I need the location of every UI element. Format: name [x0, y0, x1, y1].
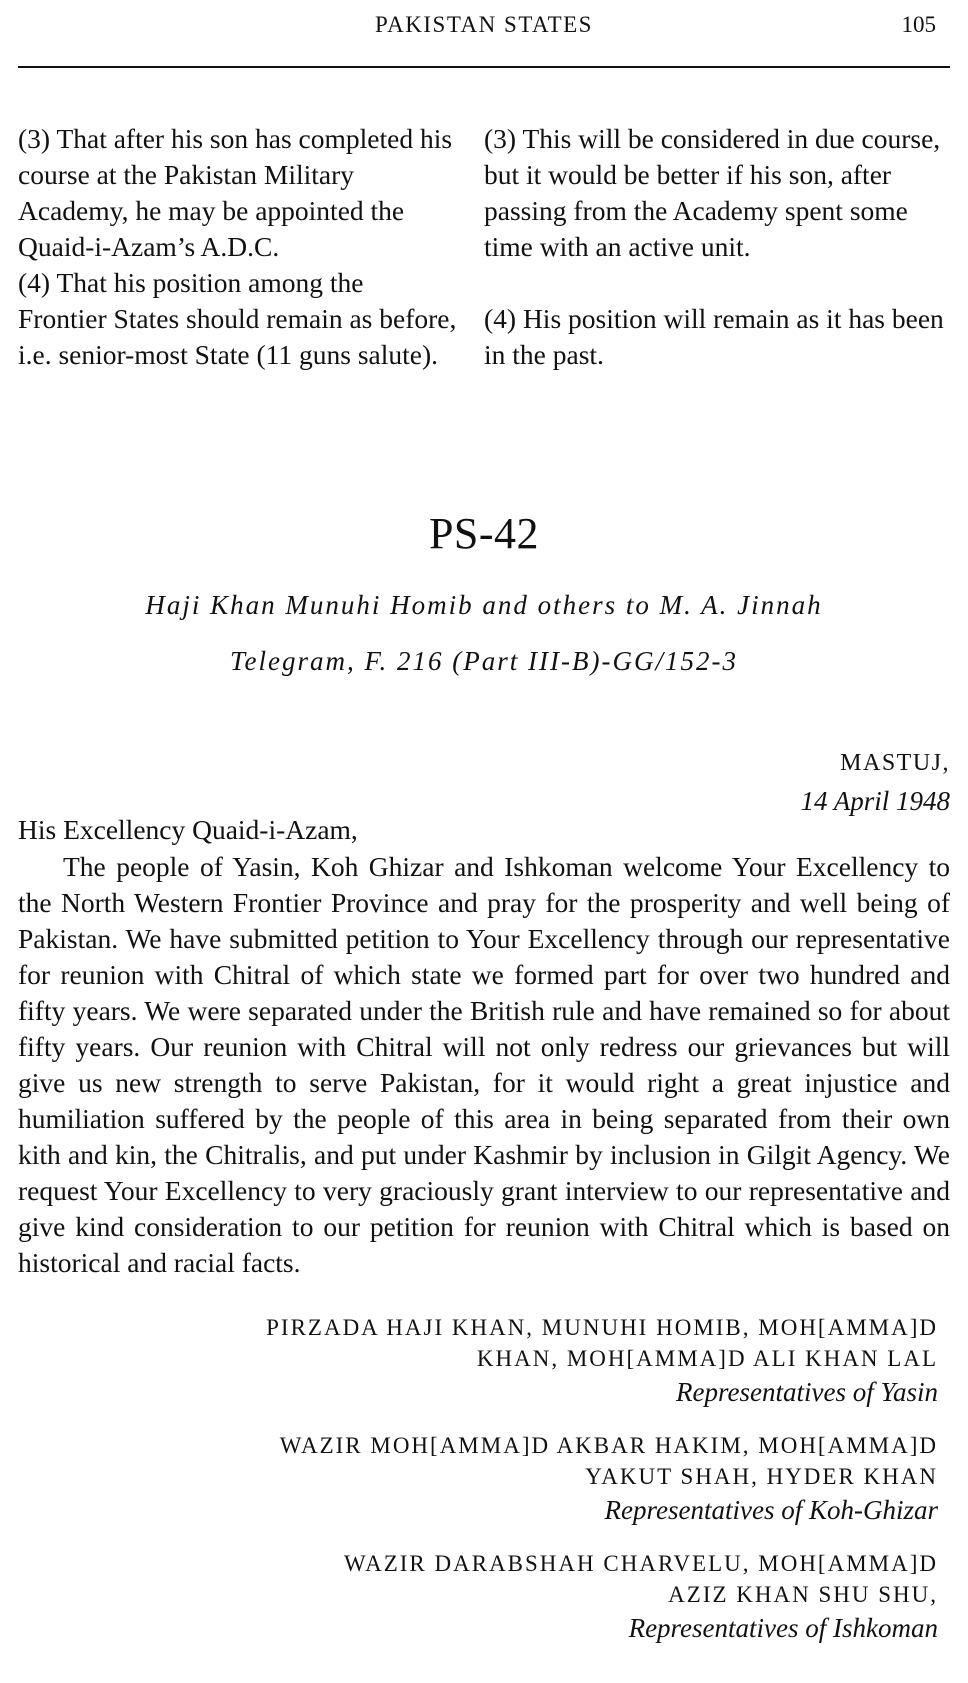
- header-rule: [18, 66, 950, 68]
- signatory-block-koh-ghizar: [198, 1430, 938, 1528]
- document-subtitle-reference: Telegram, F. 216 (Part III-B)-GG/152-3: [230, 646, 738, 676]
- signatory-role: Representatives of Koh-Ghizar: [604, 1495, 938, 1525]
- signatory-names-line: YAKUT SHAH, HYDER KHAN: [585, 1464, 938, 1489]
- signatory-names-line: PIRZADA HAJI KHAN, MUNUHI HOMIB, MOH[AMMA]D: [266, 1315, 938, 1340]
- document-subtitle-sender: Haji Khan Munuhi Homib and others to M. A. Jinnah: [145, 590, 823, 620]
- running-header-title: PAKISTAN STATES: [375, 12, 593, 37]
- salutation: His Excellency Quaid-i-Azam,: [18, 814, 358, 845]
- left-item-3: (3) That after his son has completed his course at the Pakistan Military Academy, he may be appointed the Quaid-i-Azam’s A.D.C.: [18, 123, 453, 262]
- signatory-role: Representatives of Yasin: [676, 1377, 938, 1407]
- signatory-block-yasin: [178, 1312, 938, 1410]
- signatory-names-line: AZIZ KHAN SHU SHU,: [668, 1582, 938, 1607]
- right-item-3: (3) This will be considered in due course, but it would be better if his son, after passing from the Academy spent some time with an active unit.: [484, 123, 941, 262]
- telegram-body: The people of Yasin, Koh Ghizar and Ishkoman welcome Your Excellency to the North Western Frontier Province and pray for the prosperity and well being of Pakistan. We have submitted petition to Your Excellency through our representative for reunion with Chitral of which state we formed part for over two hundred and fifty years. We were separated under the British rule and have remained so for about fifty years. Our reunion with Chitral will not only redress our grievances but will give us new strength to serve Pakistan, for it would right a great injustice and humiliation suffered by the people of this area in being separated from their own kith and kin, the Chitralis, and put under Kashmir by inclusion in Gilgit Agency. We request Your Excellency to very graciously grant interview to our representative and give kind consideration to our petition for reunion with Chitral which is based on historical and racial facts.: [18, 851, 950, 1278]
- signatory-names-line: WAZIR MOH[AMMA]D AKBAR HAKIM, MOH[AMMA]D: [279, 1433, 938, 1458]
- page-number: 105: [901, 12, 936, 37]
- left-column: [18, 121, 458, 373]
- right-column: [484, 121, 954, 373]
- signatory-block-ishkoman: [258, 1548, 938, 1646]
- date-line: 14 April 1948: [800, 786, 950, 816]
- signatory-names-line: WAZIR DARABSHAH CHARVELU, MOH[AMMA]D: [343, 1551, 938, 1576]
- right-item-4: (4) His position will remain as it has been in the past.: [484, 303, 944, 370]
- place-line: MASTUJ,: [840, 750, 950, 776]
- signatory-names-line: KHAN, MOH[AMMA]D ALI KHAN LAL: [476, 1346, 938, 1371]
- left-item-4: (4) That his position among the Frontier States should remain as before, i.e. senior-most State (11 guns salute).: [18, 267, 457, 370]
- document-number: PS-42: [428, 509, 540, 558]
- signatory-role: Representatives of Ishkoman: [628, 1613, 938, 1643]
